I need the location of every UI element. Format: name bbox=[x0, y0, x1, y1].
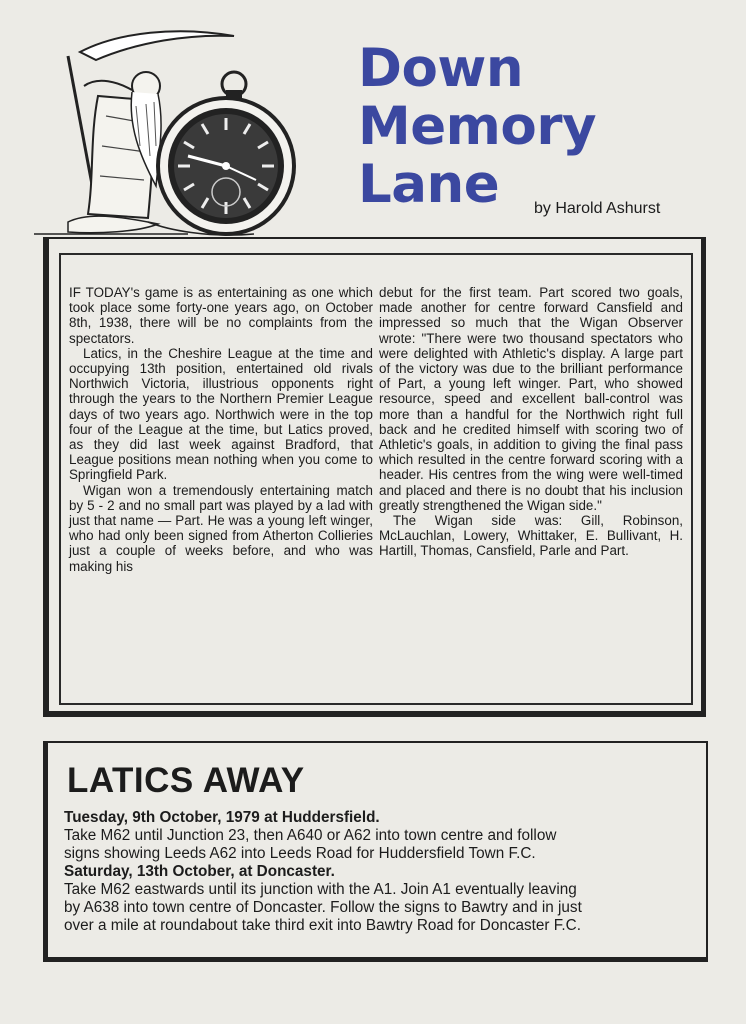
fixture-heading-doncaster: Saturday, 13th October, at Doncaster. bbox=[64, 863, 335, 880]
article-paragraph: IF TODAY's game is as entertaining as one which took place some forty-one years ago, on October 8th, 1938, there will be no complaints from the spectators. bbox=[69, 285, 373, 346]
title-line-memory: Memory bbox=[358, 96, 597, 157]
article-paragraph: Latics, in the Cheshire League at the time and occupying 13th position, entertained old rivals Northwich Victoria, illustrious opponents right through the years to the Northern Premier League days of two years ago. Northwich were in the top four of the League at the time, but Latics proved, as they did last week against Bradford, that League positions mean nothing when you come to Springfield Park. bbox=[69, 345, 373, 483]
father-time-pocket-watch-icon bbox=[28, 26, 308, 242]
title-line-down: Down bbox=[358, 38, 524, 99]
directions-line: by A638 into town centre of Doncaster. Follow the signs to Bawtry and in just bbox=[64, 899, 582, 916]
fixture-heading-huddersfield: Tuesday, 9th October, 1979 at Huddersfield. bbox=[64, 809, 380, 826]
article-frame bbox=[43, 237, 706, 717]
article-paragraph: debut for the first team. Part scored two goals, made another for centre forward Cansfield and impressed so much that the Wigan Observer wrote: "There were two thousand spectators who were delighted with Athletic's display. A large part of the victory was due to the brilliant performance of Part, a young left winger. Part, who showed resource, speed and excellent ball-control was more than a handful for the Northwich right full back and he credited himself with scoring two of Athletic's goals, in addition to giving the final pass which resulted in the centre forward scoring with a header. His centres from the wing were well-timed and placed and there is no doubt that his inclusion greatly strengthened the Wigan side." bbox=[379, 285, 683, 513]
article-paragraph: Wigan won a tremendously entertaining match by 5 - 2 and no small part was played by a lad with just that name — Part. He was a young left winger, who had only been signed from Atherton Collieries just a couple of weeks before, and who was making his bbox=[69, 482, 373, 574]
article-paragraph: The Wigan side was: Gill, Robinson, McLauchlan, Lowery, Whittaker, E. Bullivant, H. Hartill, Thomas, Cansfield, Parle and Part. bbox=[379, 513, 683, 559]
article-body bbox=[69, 285, 683, 574]
away-directions bbox=[64, 809, 694, 935]
latics-away-box bbox=[43, 741, 708, 962]
byline: by Harold Ashurst bbox=[534, 200, 661, 217]
title-line-lane: Lane bbox=[358, 154, 500, 215]
directions-line: Take M62 until Junction 23, then A640 or A62 into town centre and follow bbox=[64, 827, 557, 844]
directions-line: Take M62 eastwards until its junction with the A1. Join A1 eventually leaving bbox=[64, 881, 577, 898]
directions-line: over a mile at roundabout take third exit into Bawtry Road for Doncaster F.C. bbox=[64, 917, 581, 934]
directions-line: signs showing Leeds A62 into Leeds Road for Huddersfield Town F.C. bbox=[64, 845, 536, 862]
page-title bbox=[358, 40, 596, 214]
article-column-right bbox=[379, 285, 683, 574]
article-column-left bbox=[69, 285, 373, 574]
latics-away-title: LATICS AWAY bbox=[67, 761, 305, 800]
